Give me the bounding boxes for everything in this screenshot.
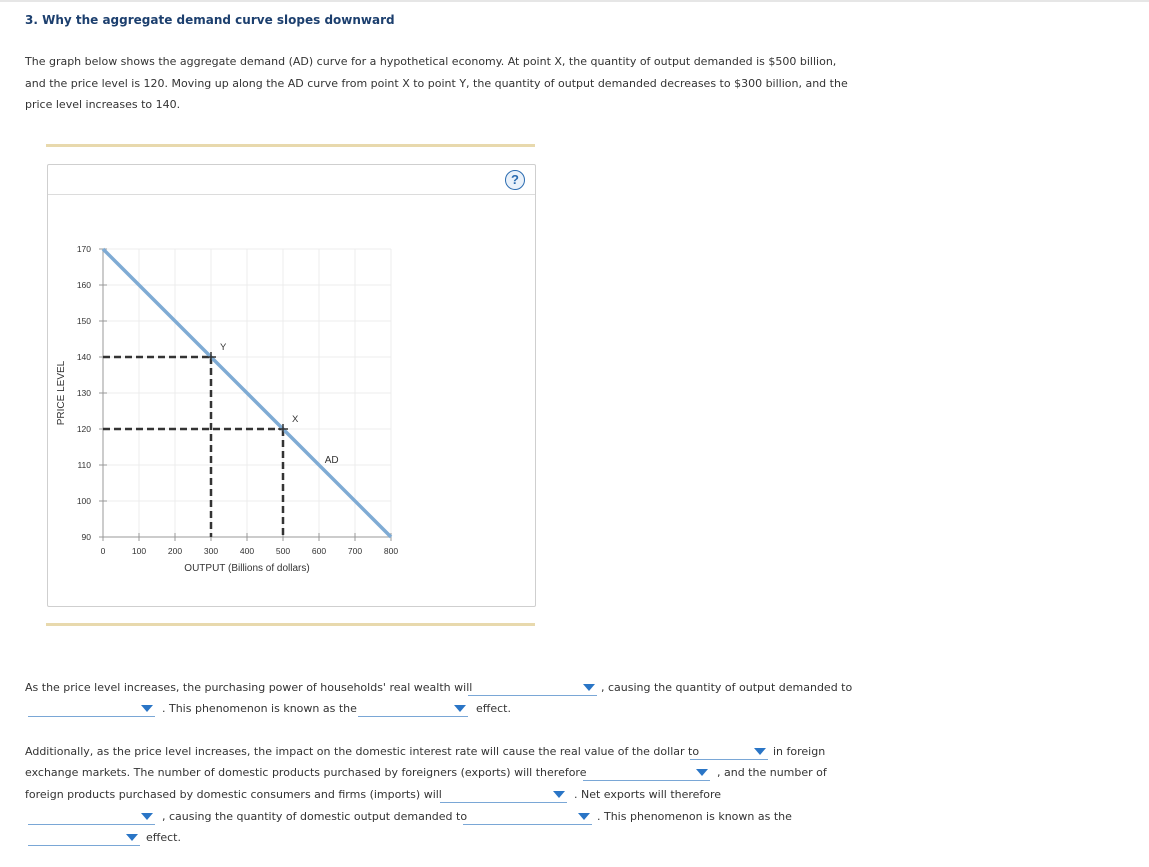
q1-text-b: , causing the quantity of output demanded to [601,681,853,694]
help-button[interactable]: ? [505,170,525,190]
y-tick-label: 140 [76,352,91,362]
chevron-down-icon [141,705,153,712]
x-tick-label: 600 [311,546,327,556]
chevron-down-icon [126,834,138,841]
output-demanded-dropdown[interactable] [28,700,155,717]
chevron-down-icon [553,791,565,798]
point-label-x: X [292,414,299,425]
exports-dropdown[interactable] [583,764,710,781]
ad-chart [48,165,535,606]
y-axis-title: PRICE LEVEL [56,360,67,426]
dollar-value-dropdown[interactable] [690,743,768,760]
q2-text-d: , and the number of [717,766,827,779]
chevron-down-icon [141,813,153,820]
q2-text-g: , causing the quantity of domestic output demanded to [162,810,468,823]
chevron-down-icon [583,684,595,691]
wealth-change-dropdown[interactable] [468,679,597,696]
x-tick-label: 300 [203,546,219,556]
wealth-effect-name-dropdown[interactable] [358,700,468,717]
exchange-rate-effect-name-dropdown[interactable] [28,829,140,846]
y-tick-label: 160 [76,280,91,290]
imports-dropdown[interactable] [440,786,567,803]
question-heading: 3. Why the aggregate demand curve slopes downward [25,13,395,27]
intro-line-3: price level increases to 140. [25,98,181,111]
q2-text-c: exchange markets. The number of domestic products purchased by foreigners (exports) will therefore [25,766,587,779]
q2-text-f: . Net exports will therefore [574,788,722,801]
y-tick-label: 100 [76,496,91,506]
intro-line-2: and the price level is 120. Moving up along the AD curve from point X to point Y, the quantity of output demanded decreases to $300 billion, and the [25,76,848,90]
q2-text-i: effect. [146,831,181,844]
graph-panel [47,164,536,607]
point-label-y: Y [220,342,227,353]
top-divider [0,0,1149,2]
y-tick-label: 150 [76,316,91,326]
y-tick-label: 110 [77,460,91,470]
x-tick-label: 700 [347,546,363,556]
y-tick-label: 130 [76,388,91,398]
y-tick-label: 90 [81,532,91,542]
domestic-output-dropdown[interactable] [463,808,592,825]
q1-text-c: . This phenomenon is known as the [162,702,357,715]
x-tick-label: 200 [167,546,183,556]
chevron-down-icon [454,705,466,712]
graph-bottom-rule [46,623,535,626]
intro-line-1: The graph below shows the aggregate demand (AD) curve for a hypothetical economy. At point X, the quantity of output demanded is $500 billion, [25,55,837,68]
x-tick-label: 0 [100,546,106,556]
x-tick-label: 800 [383,546,399,556]
x-tick-label: 400 [239,546,255,556]
chevron-down-icon [578,813,590,820]
y-tick-label: 170 [76,244,91,254]
q2-text-e: foreign products purchased by domestic consumers and firms (imports) will [25,788,442,801]
x-axis-title: OUTPUT (Billions of dollars) [184,563,310,574]
y-tick-label: 120 [76,424,91,434]
ad-curve-label: AD [324,455,339,466]
intro-paragraph [25,51,855,116]
chevron-down-icon [696,769,708,776]
q2-text-b: in foreign [773,745,826,758]
q2-text-h: . This phenomenon is known as the [597,810,792,823]
graph-top-rule [46,144,535,147]
x-tick-label: 500 [275,546,291,556]
q2-text-a: Additionally, as the price level increases, the impact on the domestic interest rate will cause the real value of the dollar to [25,745,700,758]
q1-text-d: effect. [476,702,511,715]
q1-text-a: As the price level increases, the purchasing power of households' real wealth will [25,681,473,694]
chevron-down-icon [754,748,766,755]
net-exports-dropdown[interactable] [28,808,155,825]
x-tick-label: 100 [131,546,147,556]
